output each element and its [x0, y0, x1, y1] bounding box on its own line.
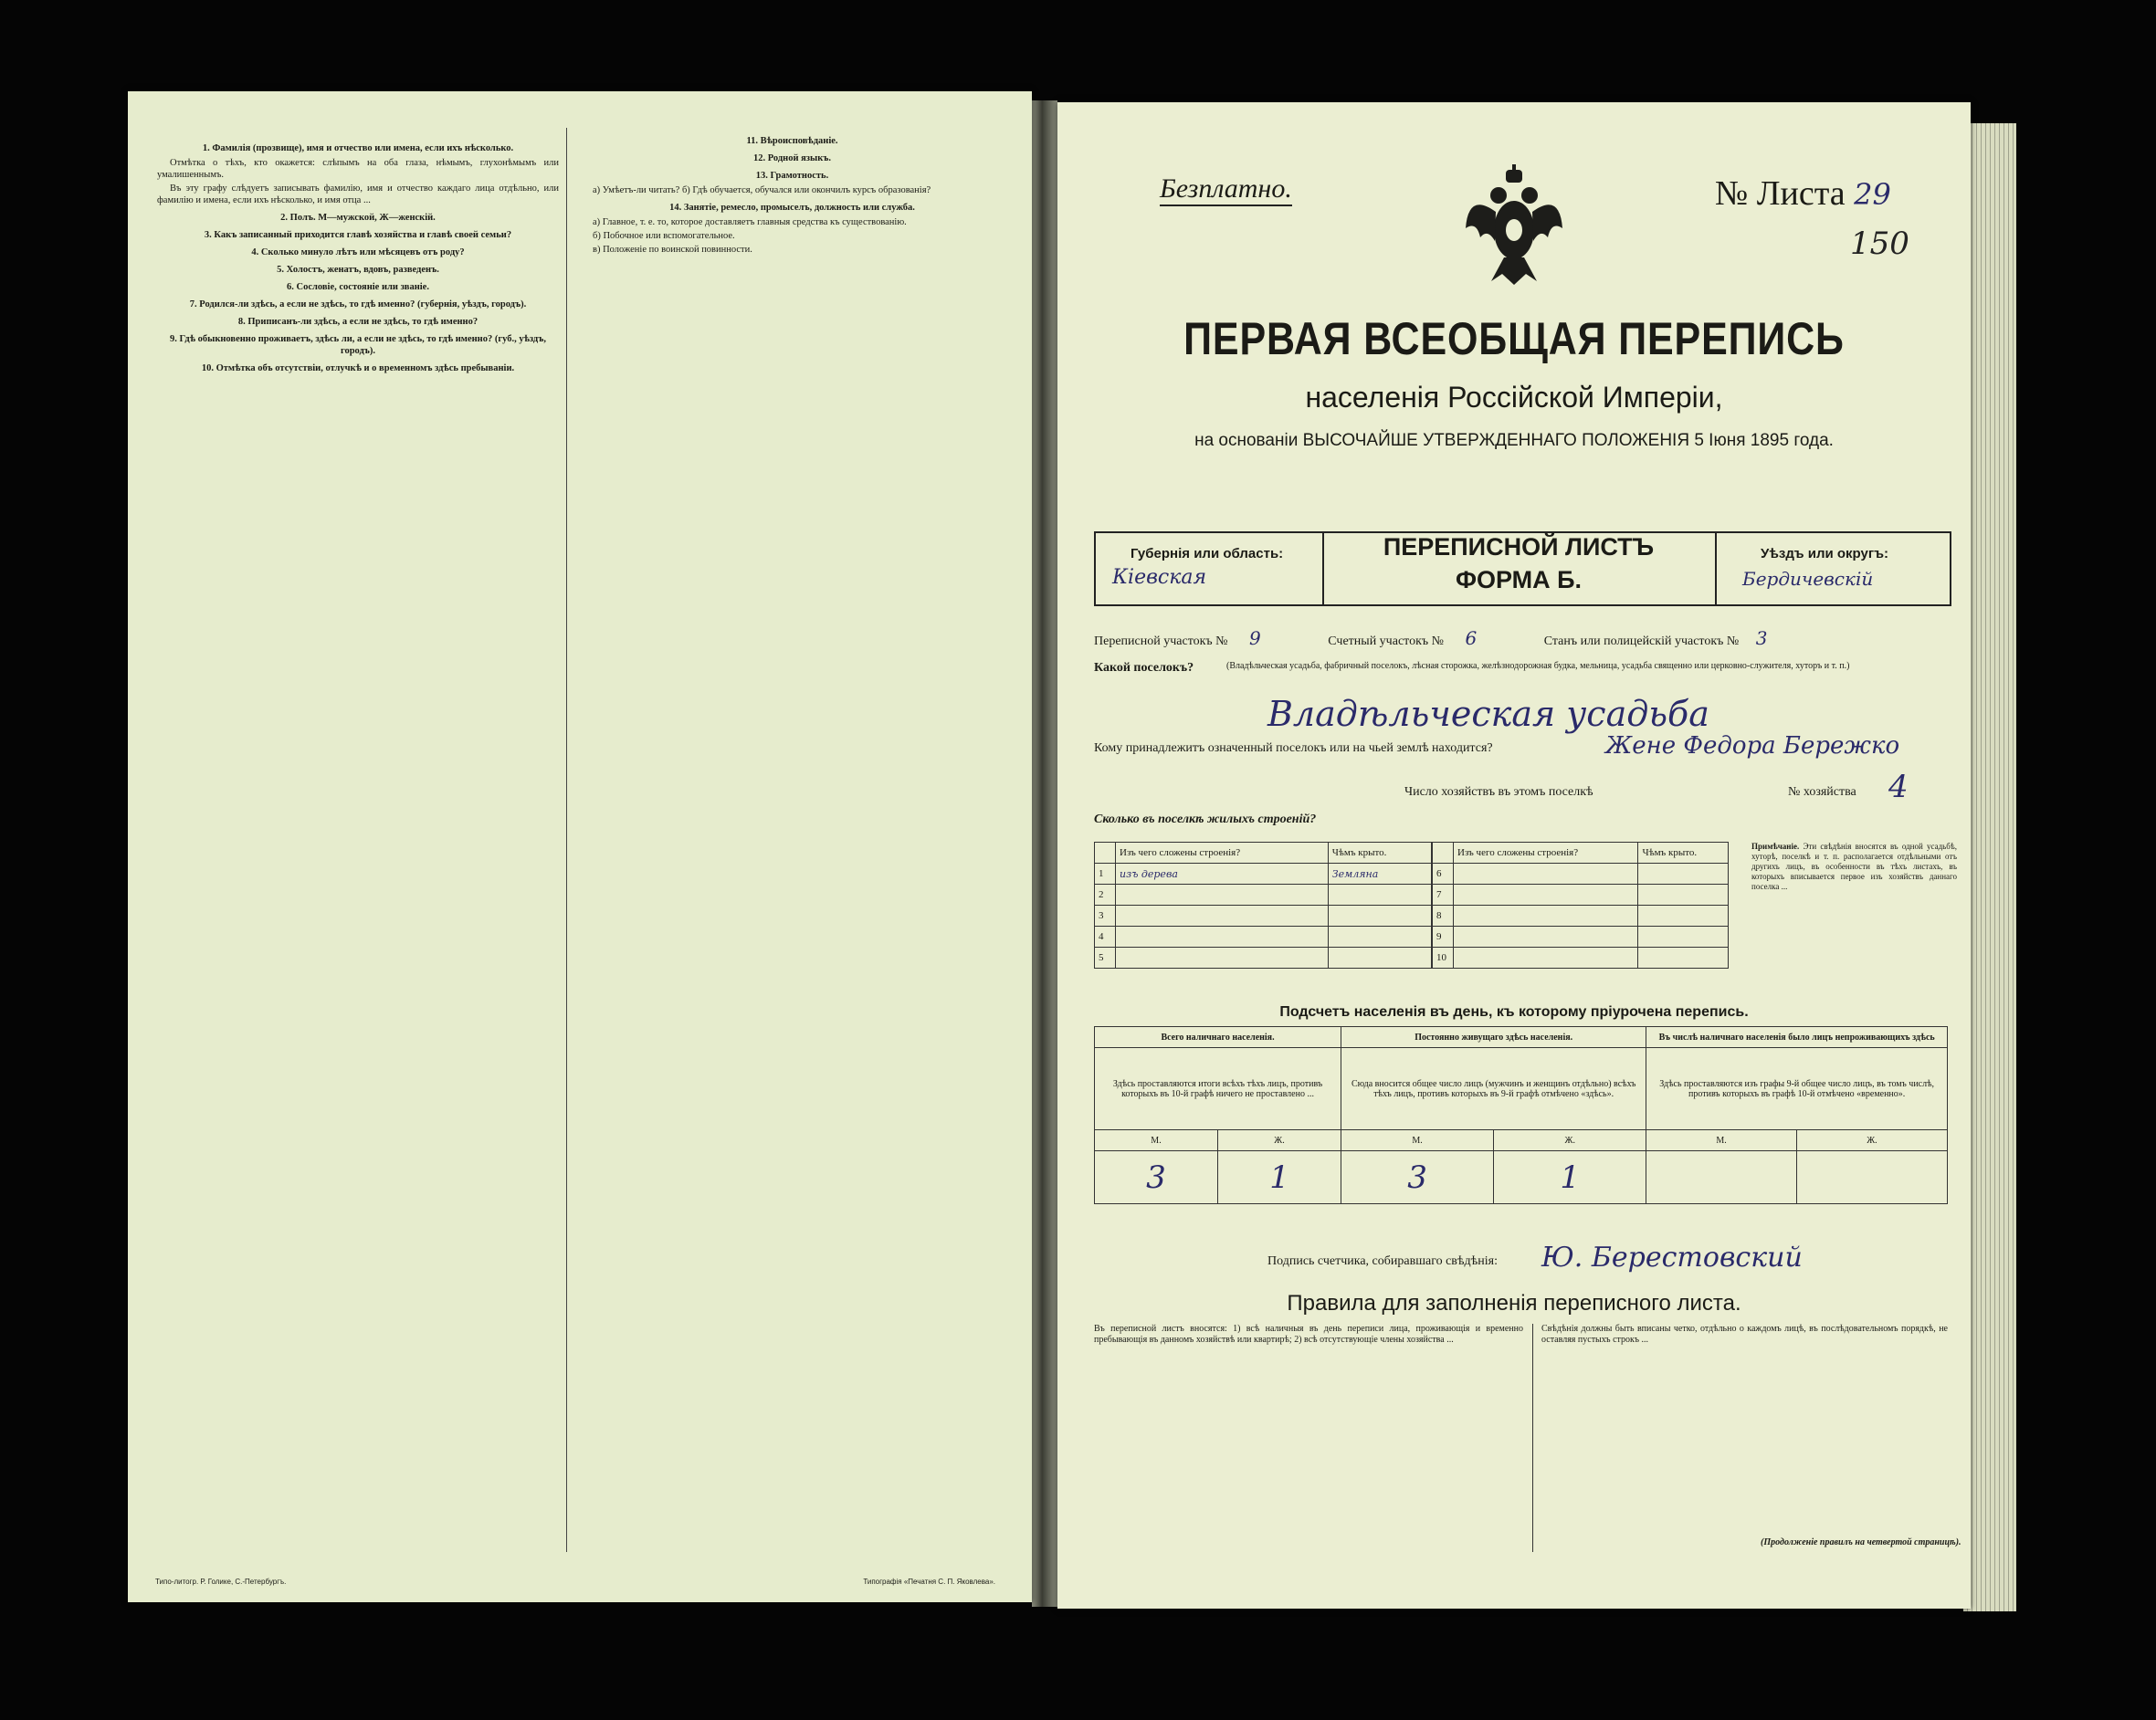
instruction-heading: 1. Фамилія (прозвище), имя и отчество или имена, если ихъ нѣсколько.: [202, 143, 514, 153]
building-number: 4: [1095, 927, 1116, 948]
building-material: [1454, 906, 1638, 927]
buildings-row: [1433, 864, 1729, 885]
household-no-label: № хозяйства: [1788, 785, 1856, 799]
rules-text-a: Въ переписной листъ вносятся: 1) всѣ наличныя въ день переписи лица, проживающія и временно пребывающія въ данномъ хозяйствѣ или квартирѣ; 2) всѣ отсутствующіе члены хозяйства ...: [1094, 1324, 1523, 1346]
sheet-number-label: № Листа: [1715, 174, 1846, 213]
instruction-paragraph: б) Побочное или вспомогательное.: [593, 231, 735, 241]
building-material: [1454, 948, 1638, 969]
double-headed-eagle-emblem: [1464, 164, 1564, 288]
counter-signature-label: Подпись счетчика, собиравшаго свѣдѣнія:: [1267, 1254, 1498, 1268]
buildings-row: [1095, 885, 1432, 906]
building-number: 8: [1433, 906, 1454, 927]
counter-signature: Ю. Берестовский: [1541, 1242, 1803, 1274]
building-material: [1116, 927, 1329, 948]
archive-folio-number: 150: [1850, 225, 1909, 262]
settlement-label: Какой поселокъ?: [1094, 661, 1194, 675]
instruction-heading: 6. Сословіе, состояніе или званіе.: [287, 282, 429, 292]
households-label: Число хозяйствъ въ этомъ поселкѣ: [1404, 785, 1593, 799]
building-material: [1116, 885, 1329, 906]
uezd-label: Уѣздъ или округъ:: [1761, 546, 1889, 561]
building-number: 5: [1095, 948, 1116, 969]
buildings-row: [1095, 906, 1432, 927]
male-header: М.: [1095, 1130, 1218, 1151]
building-roof: Земляна: [1328, 864, 1431, 885]
household-no-value: 4: [1888, 769, 1909, 805]
count-column-description: Сюда вносится общее число лицъ (мужчинъ и женщинъ отдѣльно) всѣхъ тѣхъ лицъ, противъ которыхъ въ 9-й графѣ отмѣчено «здѣсь».: [1341, 1048, 1646, 1130]
building-number: 7: [1433, 885, 1454, 906]
count-value: 1: [1218, 1151, 1341, 1204]
rules-column-a: [1094, 1324, 1523, 1552]
uezd-value: Бердичевскій: [1742, 568, 1874, 590]
buildings-table-a: [1094, 842, 1432, 969]
building-roof: [1638, 948, 1729, 969]
instruction-heading: 10. Отмѣтка объ отсутствіи, отлучкѣ и о временномъ здѣсь пребываніи.: [201, 363, 515, 373]
instruction-paragraph: Въ эту графу слѣдуетъ записывать фамилію, имя и отчество каждаго лица отдѣльно, или фамилію и имена, если ихъ нѣсколько, и имя отца ...: [157, 184, 559, 205]
building-material: изъ дерева: [1116, 864, 1329, 885]
instruction-heading: 9. Гдѣ обыкновенно проживаетъ, здѣсь ли, а если не здѣсь, то гдѣ именно? (губ., уѣздъ, городъ).: [170, 334, 546, 356]
left-page: [128, 91, 1032, 1602]
building-roof: [1638, 927, 1729, 948]
sheet-number: [1715, 173, 1891, 214]
guberniya-label: Губернія или область:: [1131, 546, 1284, 561]
header-divider-right: [1715, 531, 1717, 604]
buildings-col-material: Изъ чего сложены строенія?: [1116, 843, 1329, 864]
printer-imprint-left: Типо-литогр. Р. Голике, С.-Петербургъ.: [155, 1578, 287, 1586]
buildings-table-b: [1432, 842, 1729, 969]
count-plot-label: Счетный участокъ №: [1328, 635, 1444, 648]
building-material: [1116, 948, 1329, 969]
note-title: Примѣчаніе.: [1751, 842, 1800, 851]
buildings-col-material-b: Изъ чего сложены строенія?: [1454, 843, 1638, 864]
male-header: М.: [1341, 1130, 1494, 1151]
instruction-paragraph: а) Главное, т. е. то, которое доставляетъ главныя средства къ существованію.: [593, 217, 907, 227]
count-plot-value: 6: [1465, 627, 1478, 649]
male-header: М.: [1646, 1130, 1797, 1151]
instructions-column-a: [157, 137, 559, 1552]
buildings-label: Сколько въ поселкѣ жилыхъ строеній?: [1094, 813, 1317, 826]
buildings-row: [1095, 948, 1432, 969]
census-plot-row: [1094, 627, 1768, 649]
book-gutter: [1032, 100, 1057, 1607]
count-column-description: Здѣсь проставляются итоги всѣхъ тѣхъ лицъ, противъ которыхъ въ 10-й графѣ ничего не проставлено ...: [1095, 1048, 1341, 1130]
buildings-row: [1433, 906, 1729, 927]
population-count-table: [1094, 1026, 1948, 1204]
note: [1751, 842, 1957, 892]
count-column-header: Всего наличнаго населенія.: [1095, 1027, 1341, 1048]
female-header: Ж.: [1218, 1130, 1341, 1151]
instruction-heading: 11. Вѣроисповѣданіе.: [746, 136, 838, 146]
guberniya-value: Кіевская: [1112, 566, 1207, 589]
stan-label: Станъ или полицейскій участокъ №: [1543, 635, 1740, 648]
building-roof: [1638, 864, 1729, 885]
free-label: Безплатно.: [1160, 173, 1292, 206]
count-column-header: Постоянно живущаго здѣсь населенія.: [1341, 1027, 1646, 1048]
census-plot-value: 9: [1249, 627, 1261, 649]
count-column-header: Въ числѣ наличнаго населенія было лицъ непроживающихъ здѣсь: [1646, 1027, 1948, 1048]
building-material: [1454, 885, 1638, 906]
building-roof: [1328, 885, 1431, 906]
instruction-heading: 2. Полъ. М—мужской, Ж—женскій.: [280, 213, 436, 223]
rules-divider: [1532, 1324, 1533, 1552]
count-value: 3: [1095, 1151, 1218, 1204]
owner-value: Жене Федора Бережко: [1605, 732, 1900, 760]
buildings-row: [1095, 864, 1432, 885]
buildings-col-roof: Чѣмъ крыто.: [1328, 843, 1431, 864]
rules-text-b: Свѣдѣнія должны быть вписаны четко, отдѣльно о каждомъ лицѣ, въ послѣдовательномъ порядкѣ, не оставляя пустыхъ строкъ ...: [1541, 1324, 1948, 1346]
instruction-heading: 8. Приписанъ-ли здѣсь, а если не здѣсь, то гдѣ именно?: [237, 317, 479, 327]
count-title: Подсчетъ населенія въ день, къ которому пріурочена перепись.: [1279, 1004, 1749, 1020]
census-subtitle: населенія Россійской Имперіи,: [1305, 381, 1723, 414]
building-number: 9: [1433, 927, 1454, 948]
instructions-column-b: [580, 130, 1004, 1545]
owner-label: Кому принадлежитъ означенный поселокъ или на чьей землѣ находится?: [1094, 741, 1493, 755]
buildings-col-roof-b: Чѣмъ крыто.: [1638, 843, 1729, 864]
building-material: [1116, 906, 1329, 927]
page-stack-edge: [1963, 123, 2016, 1611]
building-roof: [1638, 885, 1729, 906]
instruction-heading: 3. Какъ записанный приходится главѣ хозяйства и главѣ своей семьи?: [204, 230, 512, 240]
instruction-heading: 14. Занятіе, ремесло, промыселъ, должность или служба.: [669, 203, 915, 213]
continued-note: (Продолженіе правилъ на четвертой страницѣ).: [1761, 1537, 1961, 1547]
instruction-heading: 12. Родной языкъ.: [752, 153, 832, 163]
form-title: ПЕРЕПИСНОЙ ЛИСТЪ: [1383, 533, 1655, 561]
building-number: 2: [1095, 885, 1116, 906]
instruction-heading: 7. Родился-ли здѣсь, а если не здѣсь, то гдѣ именно? (губернія, уѣздъ, городъ).: [189, 299, 527, 309]
building-roof: [1328, 906, 1431, 927]
buildings-row: [1433, 885, 1729, 906]
settlement-hint: (Владѣльческая усадьба, фабричный поселокъ, лѣсная сторожка, желѣзнодорожная будка, мельница, усадьба священно или церковно-служителя, хуторъ и т. п.): [1226, 661, 1850, 671]
settlement-value: Владѣльческая усадьба: [1267, 694, 1709, 734]
building-number: 1: [1095, 864, 1116, 885]
instruction-paragraph: а) Умѣетъ-ли читать? б) Гдѣ обучается, обучался или окончилъ курсъ образованія?: [593, 185, 931, 195]
female-header: Ж.: [1494, 1130, 1646, 1151]
building-roof: [1328, 927, 1431, 948]
building-number: 10: [1433, 948, 1454, 969]
instruction-heading: 5. Холостъ, женатъ, вдовъ, разведенъ.: [277, 265, 439, 275]
sheet-number-value: 29: [1854, 177, 1891, 212]
buildings-row: [1095, 927, 1432, 948]
instruction-heading: 4. Сколько минуло лѣтъ или мѣсяцевъ отъ роду?: [251, 247, 465, 257]
count-value: 3: [1341, 1151, 1494, 1204]
census-basis: на основаніи ВЫСОЧАЙШЕ УТВЕРЖДЕННАГО ПОЛОЖЕНІЯ 5 Іюня 1895 года.: [1194, 431, 1834, 450]
instruction-paragraph: в) Положеніе по воинской повинности.: [593, 245, 752, 255]
count-value: [1646, 1151, 1797, 1204]
stan-value: 3: [1755, 627, 1768, 649]
rules-title: Правила для заполненія переписного листа.: [1287, 1291, 1741, 1316]
buildings-row: [1433, 948, 1729, 969]
printer-imprint-right: Типографія «Печатня С. П. Яковлева».: [863, 1578, 995, 1586]
building-roof: [1328, 948, 1431, 969]
female-header: Ж.: [1796, 1130, 1947, 1151]
buildings-row: [1433, 927, 1729, 948]
column-divider: [566, 128, 567, 1552]
building-material: [1454, 927, 1638, 948]
note-text: Эти свѣдѣнія вносятся въ одной усадьбѣ, хуторѣ, поселкѣ и т. п. располагается отдѣльными отъ другихъ лицъ, въ особенности въ тѣхъ листахъ, въ которыхъ вписывается первое изъ хозяйствъ даннаго поселка ...: [1751, 842, 1957, 891]
form-name: ФОРМА Б.: [1455, 566, 1583, 593]
building-number: 6: [1433, 864, 1454, 885]
census-title: ПЕРВАЯ ВСЕОБЩАЯ ПЕРЕПИСЬ: [1183, 313, 1845, 364]
rules-column-b: [1541, 1324, 1948, 1534]
count-column-description: Здѣсь проставляются изъ графы 9-й общее число лицъ, въ томъ числѣ, противъ которыхъ въ графѣ 10-й отмѣчено «временно».: [1646, 1048, 1948, 1130]
building-number: 3: [1095, 906, 1116, 927]
census-plot-label: Переписной участокъ №: [1094, 635, 1228, 648]
count-value: 1: [1494, 1151, 1646, 1204]
right-page: [1057, 102, 1971, 1609]
count-value: [1796, 1151, 1947, 1204]
building-material: [1454, 864, 1638, 885]
building-roof: [1638, 906, 1729, 927]
instruction-heading: 13. Грамотность.: [755, 171, 829, 181]
instruction-paragraph: Отмѣтка о тѣхъ, кто окажется: слѣпымъ на оба глаза, нѣмымъ, глухонѣмымъ или умалишеннымъ.: [157, 158, 559, 180]
